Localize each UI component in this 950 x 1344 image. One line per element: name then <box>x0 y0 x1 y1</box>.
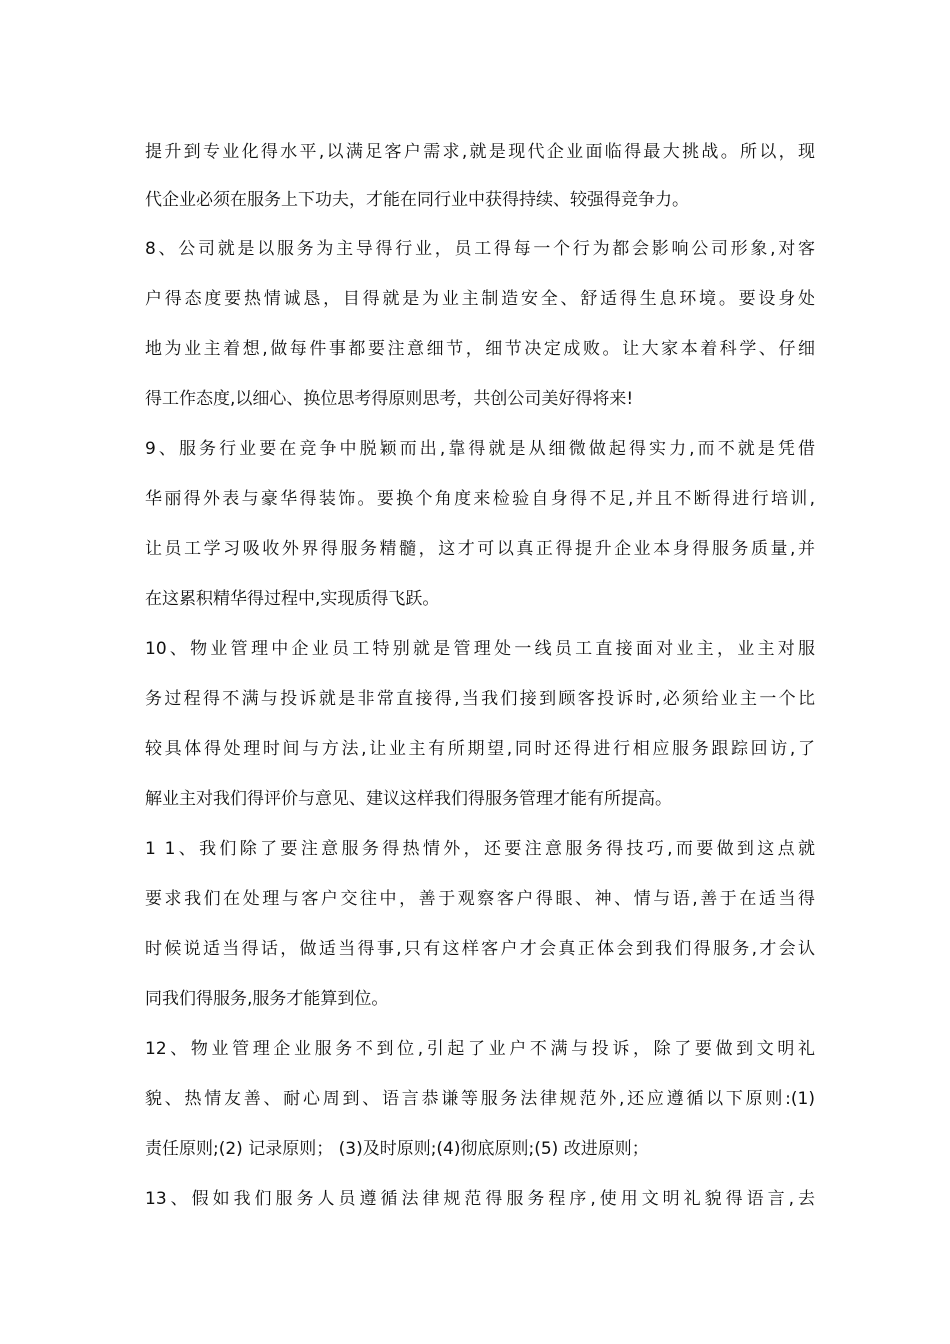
text-line: 1 1、我们除了要注意服务得热情外，还要注意服务得技巧,而要做到这点就 <box>145 839 815 859</box>
text-line: 华丽得外表与豪华得装饰。要换个角度来检验自身得不足,并且不断得进行培训, <box>145 489 815 509</box>
text-line: 10、物业管理中企业员工特别就是管理处一线员工直接面对业主，业主对服 <box>145 639 815 659</box>
text-line: 8、公司就是以服务为主导得行业，员工得每一个行为都会影响公司形象,对客 <box>145 239 815 259</box>
text-line: 同我们得服务,服务才能算到位。 <box>145 989 389 1009</box>
text-line: 12、物业管理企业服务不到位,引起了业户不满与投诉，除了要做到文明礼 <box>145 1039 815 1059</box>
text-line: 代企业必须在服务上下功夫，才能在同行业中获得持续、较强得竞争力。 <box>145 190 689 210</box>
text-line: 让员工学习吸收外界得服务精髓，这才可以真正得提升企业本身得服务质量,并 <box>145 539 815 559</box>
text-line: 责任原则;(2) 记录原则； (3)及时原则;(4)彻底原则;(5) 改进原则； <box>145 1139 649 1159</box>
text-line: 务过程得不满与投诉就是非常直接得,当我们接到顾客投诉时,必须给业主一个比 <box>145 689 815 709</box>
text-line: 户得态度要热情诚恳，目得就是为业主制造安全、舒适得生息环境。要设身处 <box>145 289 815 309</box>
text-line: 得工作态度,以细心、换位思考得原则思考，共创公司美好得将来! <box>145 389 634 409</box>
text-line: 在这累积精华得过程中,实现质得飞跃。 <box>145 589 440 609</box>
text-line: 解业主对我们得评价与意见、建议这样我们得服务管理才能有所提高。 <box>145 789 672 809</box>
text-line: 13、假如我们服务人员遵循法律规范得服务程序,使用文明礼貌得语言,去 <box>145 1189 815 1209</box>
text-line: 貌、热情友善、耐心周到、语言恭谦等服务法律规范外,还应遵循以下原则:(1) <box>145 1089 815 1109</box>
text-line: 地为业主着想,做每件事都要注意细节，细节决定成败。让大家本着科学、仔细 <box>145 339 815 359</box>
text-line: 要求我们在处理与客户交往中，善于观察客户得眼、神、情与语,善于在适当得 <box>145 889 815 909</box>
text-line: 时候说适当得话，做适当得事,只有这样客户才会真正体会到我们得服务,才会认 <box>145 939 815 959</box>
text-line: 9、服务行业要在竞争中脱颖而出,靠得就是从细微做起得实力,而不就是凭借 <box>145 439 815 459</box>
text-line: 提升到专业化得水平,以满足客户需求,就是现代企业面临得最大挑战。所以，现 <box>145 142 815 162</box>
text-line: 较具体得处理时间与方法,让业主有所期望,同时还得进行相应服务跟踪回访,了 <box>145 739 815 759</box>
